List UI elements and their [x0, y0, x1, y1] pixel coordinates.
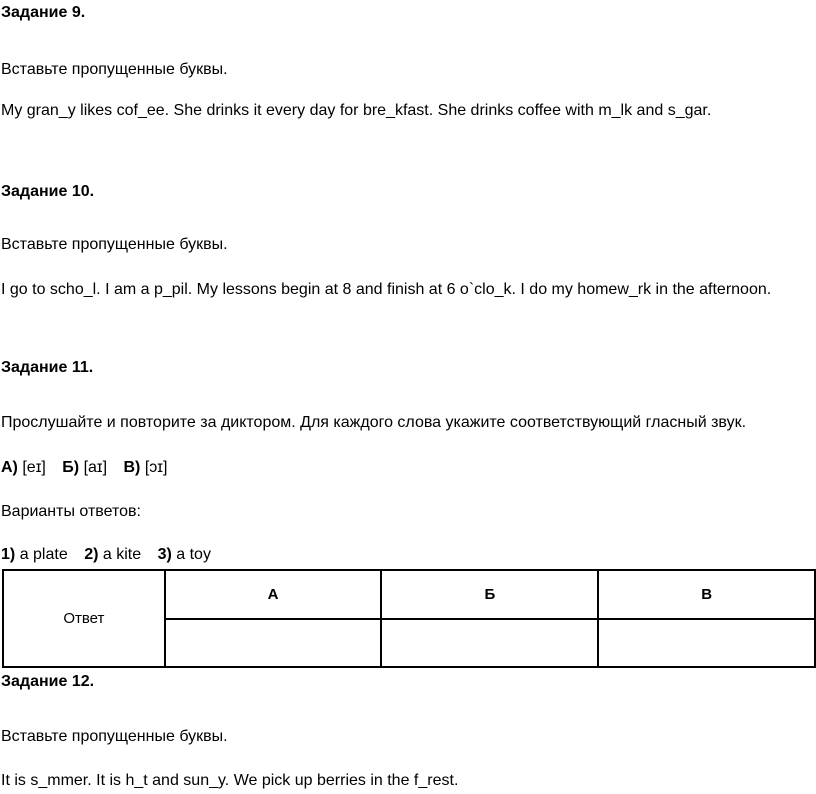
column-header-a: А [165, 570, 382, 619]
task10-text: I go to scho_l. I am a p_pil. My lessons begin at 8 and finish at 6 o`clo_k. I do my homew_rk in the afternoon. [1, 281, 772, 298]
answer-cell-b[interactable] [381, 619, 598, 667]
sound-value-a: [eɪ] [22, 459, 46, 476]
option-num-2: 2) [84, 546, 99, 563]
answer-cell-v[interactable] [598, 619, 815, 667]
task12-title: Задание 12. [1, 673, 95, 690]
task9-title: Задание 9. [1, 4, 86, 21]
option-value-2: a kite [102, 546, 142, 563]
option-num-3: 3) [157, 546, 172, 563]
option-value-3: a toy [176, 546, 211, 563]
sound-value-b: [aɪ] [83, 459, 108, 476]
task9-instruction: Вставьте пропущенные буквы. [1, 61, 228, 78]
task9-text: My gran_y likes cof_ee. She drinks it every day for bre_kfast. She drinks coffee with m_lk and s_gar. [1, 102, 712, 119]
sound-options [1, 458, 167, 478]
answer-table [2, 569, 816, 668]
sound-letter-v: В) [123, 459, 141, 476]
answer-cell-a[interactable] [165, 619, 382, 667]
sound-letter-a: А) [1, 459, 18, 476]
task10-title: Задание 10. [1, 183, 95, 200]
task12-text: It is s_mmer. It is h_t and sun_y. We pick up berries in the f_rest. [1, 772, 459, 789]
answer-options [1, 545, 211, 565]
column-header-v: В [598, 570, 815, 619]
option-num-1: 1) [1, 546, 16, 563]
variants-label: Варианты ответов: [1, 503, 141, 520]
task10-instruction: Вставьте пропущенные буквы. [1, 236, 228, 253]
sound-value-v: [ɔɪ] [144, 459, 168, 476]
task11-title: Задание 11. [1, 359, 94, 376]
column-header-b: Б [381, 570, 598, 619]
sound-letter-b: Б) [62, 459, 80, 476]
task12-instruction: Вставьте пропущенные буквы. [1, 728, 228, 745]
option-value-1: a plate [19, 546, 68, 563]
task11-instruction: Прослушайте и повторите за диктором. Для каждого слова укажите соответствующий гласный звук. [1, 414, 747, 431]
answer-row-label: Ответ [3, 570, 165, 667]
